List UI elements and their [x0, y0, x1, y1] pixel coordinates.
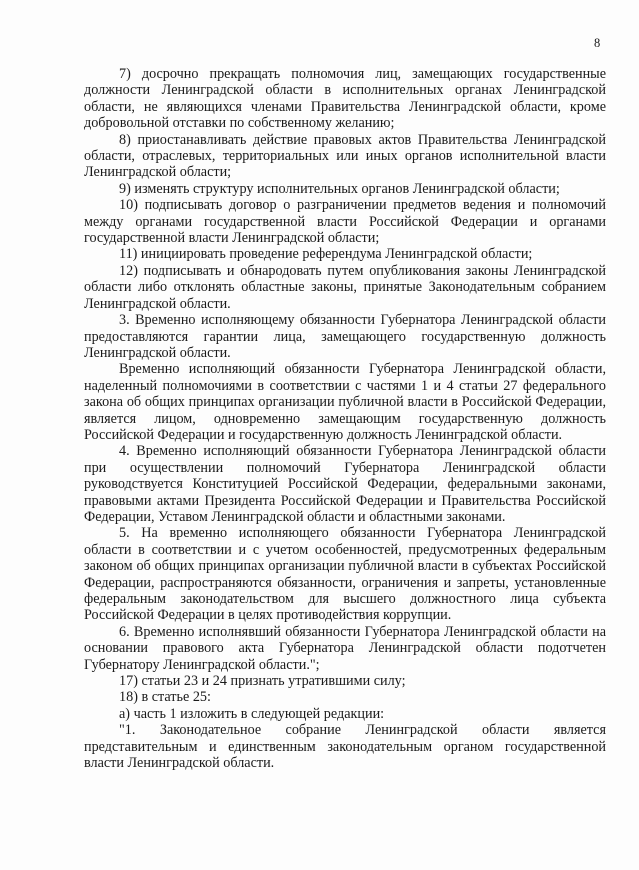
paragraph-part-6: 6. Временно исполнявший обязанности Губернатора Ленинградской области на основании правового акта Губернатора Ленинградской области подотчетен Губернатору Ленинградской области.";	[84, 623, 606, 673]
paragraph-part-3-continued: Временно исполняющий обязанности Губернатора Ленинградской области, наделенный полномочиями в соответствии с частями 1 и 4 статьи 27 федерального закона об общих принципах организации публичной власти в Российской Федерации, является лицом, одновременно замещающим государственную должность Российской Федерации и государственную должность Ленинградской области.	[84, 361, 606, 443]
paragraph-item-8: 8) приостанавливать действие правовых актов Правительства Ленинградской области, отраслевых, территориальных или иных органов исполнительной власти Ленинградской области;	[84, 131, 606, 181]
paragraph-part-4: 4. Временно исполняющий обязанности Губернатора Ленинградской области при осуществлении полномочий Губернатора Ленинградской области руководствуется Конституцией Российской Федерации, федеральными законами, правовыми актами Президента Российской Федерации и Правительства Российской Федерации, Уставом Ленинградской области и областными законами.	[84, 443, 606, 525]
paragraph-item-10: 10) подписывать договор о разграничении предметов ведения и полномочий между органами государственной власти Российской Федерации и органами государственной власти Ленинградской области;	[84, 197, 606, 247]
paragraph-new-part-1: "1. Законодательное собрание Ленинградской области является представительным и единственным законодательным органом государственной власти Ленинградской области.	[84, 722, 606, 772]
paragraph-item-9: 9) изменять структуру исполнительных органов Ленинградской области;	[119, 180, 560, 197]
document-body	[84, 66, 606, 771]
page-number: 8	[594, 36, 601, 50]
paragraph-part-5: 5. На временно исполняющего обязанности Губернатора Ленинградской области в соответствии и с учетом особенностей, предусмотренных федеральным законом об общих принципах организации публичной власти в субъектах Российской Федерации, распространяются обязанности, ограничения и запреты, установленные федеральным законодательством для высшего должностного лица субъекта Российской Федерации в целях противодействия коррупции.	[84, 525, 606, 624]
paragraph-part-3: 3. Временно исполняющему обязанности Губернатора Ленинградской области предоставляются гарантии лица, замещающего государственную должность Ленинградской области.	[84, 312, 606, 361]
paragraph-item-18: 18) в статье 25:	[119, 689, 211, 706]
paragraph-item-7: 7) досрочно прекращать полномочия лиц, замещающих государственные должности Ленинградской области в исполнительных органах Ленинградской области, не являющихся членами Правительства Ленинградской области, кроме добровольной отставки по собственному желанию;	[84, 66, 606, 132]
paragraph-item-17: 17) статьи 23 и 24 признать утратившими силу;	[119, 673, 406, 690]
paragraph-item-11: 11) инициировать проведение референдума Ленинградской области;	[119, 246, 533, 263]
paragraph-item-12: 12) подписывать и обнародовать путем опубликования законы Ленинградской области либо отклонять областные законы, принятые Законодательным собранием Ленинградской области.	[84, 262, 606, 312]
paragraph-subitem-a: а) часть 1 изложить в следующей редакции:	[119, 705, 385, 722]
